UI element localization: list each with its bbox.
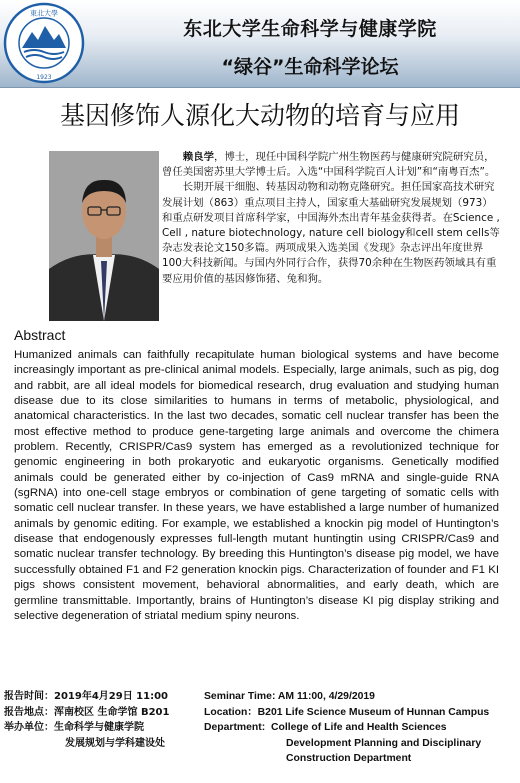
bio-paragraph-1	[162, 150, 502, 180]
department-1-en: College of Life and Health Sciences	[270, 722, 447, 734]
institution-name: 东北大学生命科学与健康学院	[183, 18, 437, 40]
abstract-text: Humanized animals can faithfully recapitulate human biological systems and have become increasingly important as pre-clinical animal models. Especially, large animals, such as pig, dog and rabbit, are all ideal models for biomedical research, drug evaluation and studying human disease due to its close similarities to humans in terms of metabolic, physiological, and anatomical characteristics. In the last two decades, somatic cell nuclear transfer has been the most effective method to produce gene-targeting large animals and overcome the chimera problem. Recently, CRISPR/Cas9 system has emerged as a revolutionized technique for genomic engineering in both prokaryotic and eukaryotic organisms. Genetically modified animals could be generated either by co-injection of Cas9 mRNA and single-guide RNA (sgRNA) into one-cell stage embryos or combination of gene targeting of somatic cells with somatic cell nuclear transfer. In these years, we have established a large number of humanized animals by genomic editing. For example, we established a knockin pig model of Huntington’s disease that endogenously expresses full-length mutant huntingtin using CRISPR/Cas9 and somatic nuclear transfer technology. By breeding this Huntington’s disease pig model, we have successfully obtained F1 and F2 generation knockin pigs. Characterization of founder and F1 KI pigs shows consistent movement, behavioral abnormalities, and early death, which are germline transmittable. Importantly, brains of Huntington’s disease KI pig display striking and selective degeneration of striatal medium spiny neurons.	[14, 349, 499, 622]
info-time-cn: 报告时间：2019年4月29日 11:00	[4, 691, 169, 702]
university-logo	[2, 2, 86, 84]
department-2-en: Development Planning and Disciplinary	[286, 737, 482, 749]
speaker-bio	[162, 150, 502, 287]
info-department-en	[204, 720, 518, 736]
speaker-portrait-image	[49, 151, 159, 321]
department-3-en: Construction Department	[286, 753, 412, 765]
info-place-cn: 报告地点：浑南校区 生命学馆 B201	[4, 706, 170, 718]
bio-paragraph-2: 长期开展干细胞、转基因动物和动物克隆研究。担任国家高技术研究发展计划（863）重点项目主持人，国家重大基础研究发展规划（973）和重点研发项目首席科学家，中国海外杰出青年基金获得者。在Science , Cell , nature biotechnology, nature cell biology和cell stem cells等杂志发表论文150多篇。两项成果入选美国《发现》杂志评出年度世界100大科技新闻。与国内外同行合作，获得70余种在生物医药领域具有重要应用价值的基因修饰猪、兔和狗。	[162, 181, 500, 285]
forum-name: “绿谷”生命科学论坛	[221, 56, 399, 78]
talk-title: 基因修饰人源化大动物的培育与应用	[59, 101, 460, 130]
organizer-label-cn: 举办单位：	[4, 722, 54, 733]
department-label-en: Department:	[204, 722, 266, 734]
header-banner	[0, 0, 520, 88]
abstract-heading: Abstract	[14, 327, 66, 343]
info-english	[204, 689, 518, 767]
logo-center-text: 東北大學	[30, 9, 58, 18]
info-chinese	[4, 689, 204, 751]
speaker-name: 赖良学	[182, 151, 214, 163]
info-time-en: Seminar Time: AM 11:00, 4/29/2019	[204, 691, 375, 702]
speaker-photo	[49, 151, 159, 321]
info-location-en: Location：B201 Life Science Museum of Hunnan Campus	[204, 706, 490, 718]
info-organizer-cn	[4, 720, 204, 736]
logo-year: 1923	[36, 74, 52, 81]
organizer-2-cn: 发展规划与学科建设处	[65, 737, 165, 749]
bio-paragraph-1-text: ，博士，现任中国科学院广州生物医药与健康研究院研究员，曾任美国密苏里大学博士后。入选“中国科学院百人计划”和“南粤百杰”。	[162, 151, 496, 179]
organizer-1-cn: 生命科学与健康学院	[54, 722, 144, 733]
